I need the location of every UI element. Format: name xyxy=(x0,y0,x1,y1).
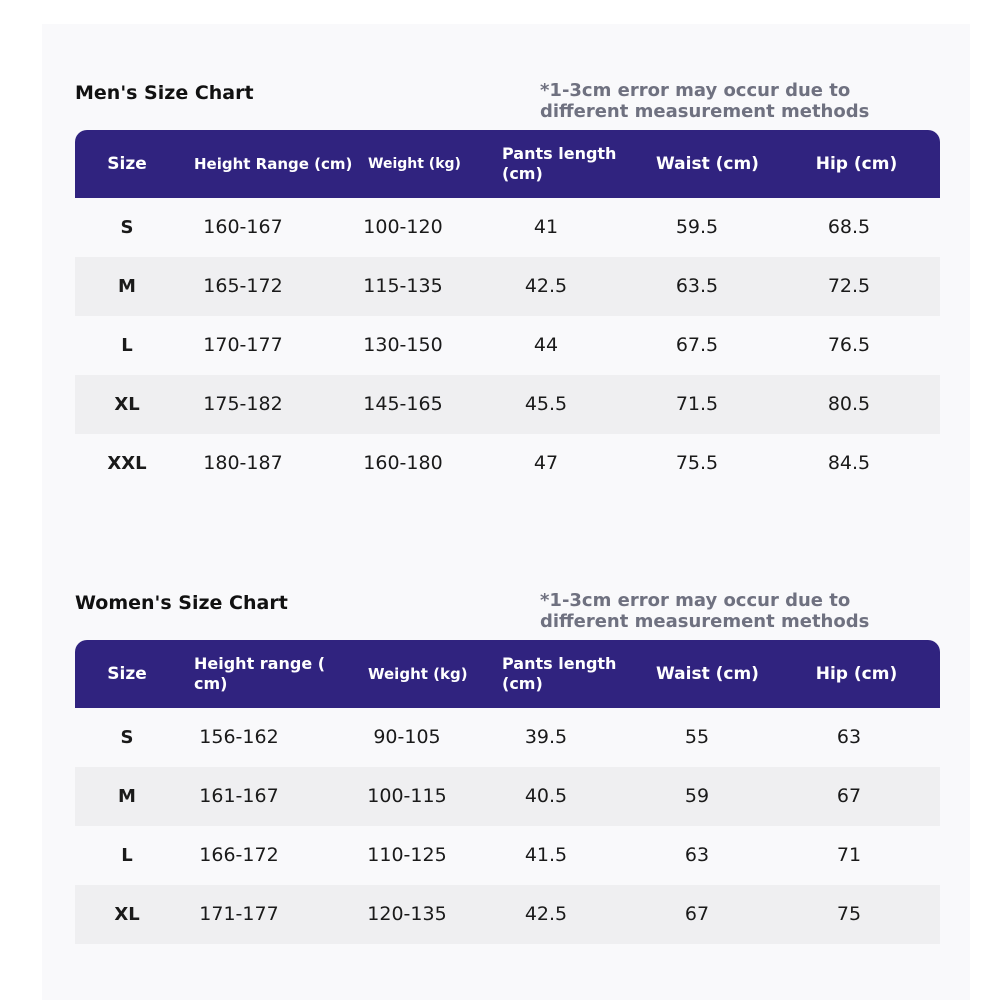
cell-weight: 160-180 xyxy=(363,452,443,474)
header-hip: Hip (cm) xyxy=(815,154,898,174)
mens-measurement-note: *1-3cm error may occur due to different measurement methods xyxy=(540,80,870,122)
cell-pants: 41 xyxy=(533,216,559,238)
table-row xyxy=(75,375,940,434)
cell-pants: 45.5 xyxy=(524,393,568,415)
womens-size-table xyxy=(75,640,940,944)
cell-height: 175-182 xyxy=(203,393,283,415)
table-row xyxy=(75,257,940,316)
cell-size: L xyxy=(121,845,133,866)
mens-table-header xyxy=(75,130,940,198)
header-hip: Hip (cm) xyxy=(815,664,898,684)
cell-size: L xyxy=(121,335,133,356)
cell-hip: 68.5 xyxy=(827,216,871,238)
cell-hip: 67 xyxy=(836,785,862,807)
cell-pants: 42.5 xyxy=(524,903,568,925)
cell-height: 156-162 xyxy=(199,726,279,748)
cell-hip: 63 xyxy=(836,726,862,748)
cell-weight: 145-165 xyxy=(363,393,443,415)
cell-hip: 72.5 xyxy=(827,275,871,297)
cell-pants: 40.5 xyxy=(524,785,568,807)
cell-size: M xyxy=(118,276,136,297)
header-waist: Waist (cm) xyxy=(656,154,759,174)
cell-height: 180-187 xyxy=(203,452,283,474)
cell-height: 171-177 xyxy=(199,903,279,925)
table-row xyxy=(75,708,940,767)
cell-pants: 44 xyxy=(533,334,559,356)
header-height-range: Height range ( cm) xyxy=(194,654,326,693)
cell-weight: 100-115 xyxy=(367,785,447,807)
cell-weight: 130-150 xyxy=(363,334,443,356)
cell-height: 165-172 xyxy=(203,275,283,297)
cell-waist: 67 xyxy=(684,903,710,925)
cell-size: XL xyxy=(114,394,140,415)
cell-weight: 115-135 xyxy=(363,275,443,297)
cell-hip: 84.5 xyxy=(827,452,871,474)
header-waist: Waist (cm) xyxy=(656,664,759,684)
header-size: Size xyxy=(107,154,147,174)
table-row xyxy=(75,885,940,944)
cell-size: S xyxy=(120,727,134,748)
womens-table-body xyxy=(75,708,940,944)
table-row xyxy=(75,198,940,257)
cell-waist: 59 xyxy=(684,785,710,807)
header-height-range: Height Range (cm) xyxy=(194,155,353,173)
header-pants-length: Pants length (cm) xyxy=(502,144,617,183)
cell-pants: 39.5 xyxy=(524,726,568,748)
cell-size: S xyxy=(120,217,134,238)
table-row xyxy=(75,434,940,493)
cell-waist: 75.5 xyxy=(675,452,719,474)
cell-height: 160-167 xyxy=(203,216,283,238)
cell-hip: 80.5 xyxy=(827,393,871,415)
cell-weight: 100-120 xyxy=(363,216,443,238)
header-size: Size xyxy=(107,664,147,684)
mens-table-body xyxy=(75,198,940,493)
cell-size: M xyxy=(118,786,136,807)
womens-size-chart-title: Women's Size Chart xyxy=(75,592,288,614)
cell-weight: 110-125 xyxy=(367,844,447,866)
cell-hip: 75 xyxy=(836,903,862,925)
mens-size-chart-title: Men's Size Chart xyxy=(75,82,254,104)
cell-weight: 120-135 xyxy=(367,903,447,925)
womens-table-header xyxy=(75,640,940,708)
table-row xyxy=(75,316,940,375)
cell-hip: 76.5 xyxy=(827,334,871,356)
cell-height: 170-177 xyxy=(203,334,283,356)
header-pants-length: Pants length (cm) xyxy=(502,654,617,693)
cell-waist: 63 xyxy=(684,844,710,866)
table-row xyxy=(75,767,940,826)
cell-pants: 41.5 xyxy=(524,844,568,866)
cell-waist: 71.5 xyxy=(675,393,719,415)
cell-size: XXL xyxy=(107,453,147,474)
mens-size-table xyxy=(75,130,940,493)
cell-waist: 67.5 xyxy=(675,334,719,356)
cell-waist: 55 xyxy=(684,726,710,748)
cell-hip: 71 xyxy=(836,844,862,866)
cell-waist: 63.5 xyxy=(675,275,719,297)
cell-pants: 47 xyxy=(533,452,559,474)
cell-size: XL xyxy=(114,904,140,925)
table-row xyxy=(75,826,940,885)
header-weight: Weight (kg) xyxy=(368,665,468,683)
cell-height: 166-172 xyxy=(199,844,279,866)
womens-measurement-note: *1-3cm error may occur due to different measurement methods xyxy=(540,590,870,632)
header-weight: Weight (kg) xyxy=(368,156,461,172)
cell-waist: 59.5 xyxy=(675,216,719,238)
cell-pants: 42.5 xyxy=(524,275,568,297)
cell-weight: 90-105 xyxy=(373,726,441,748)
cell-height: 161-167 xyxy=(199,785,279,807)
